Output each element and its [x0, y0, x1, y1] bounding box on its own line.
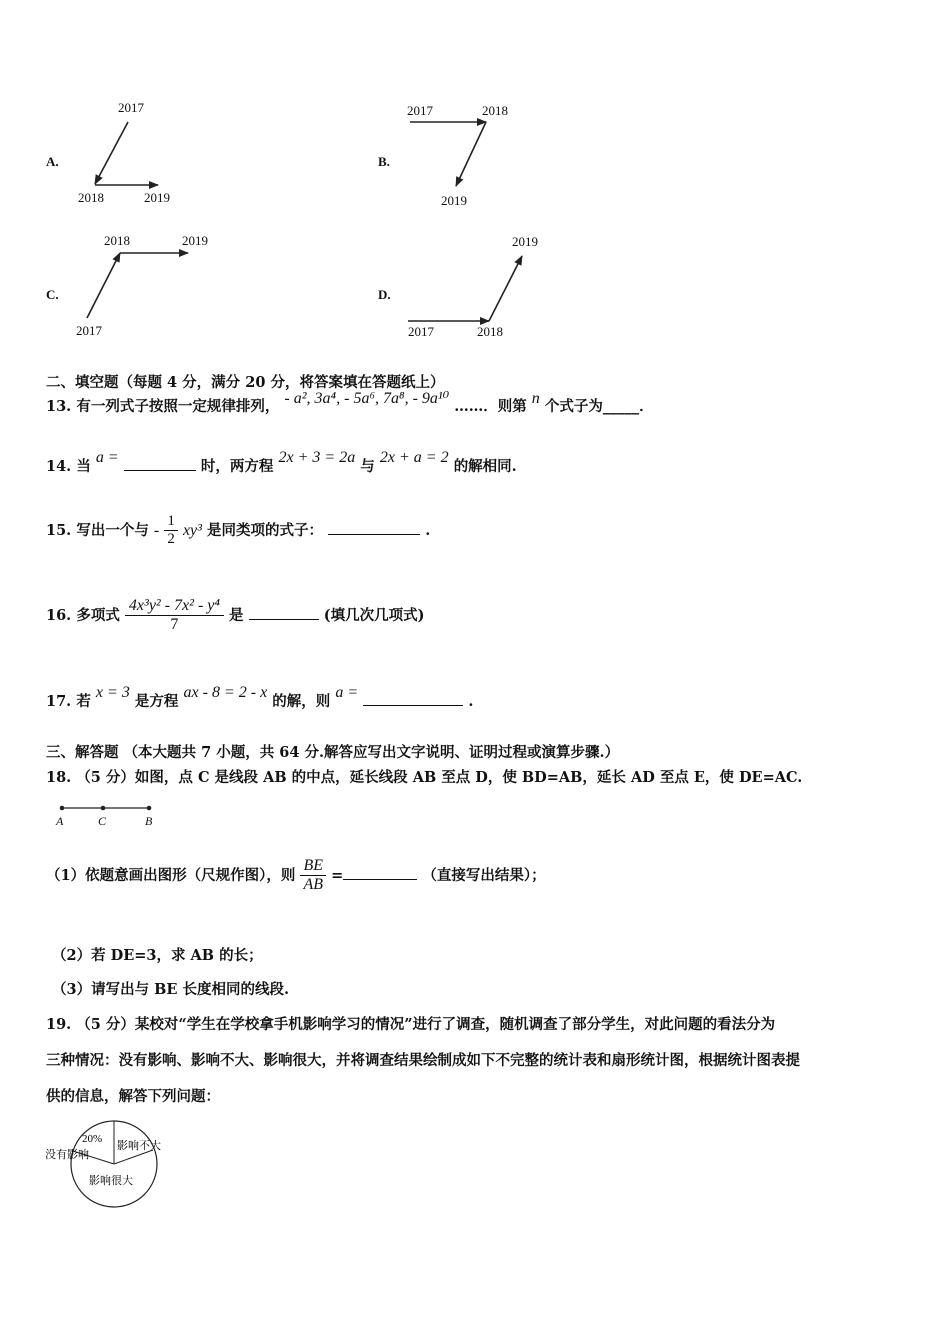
q17-end: .: [468, 693, 474, 710]
q15-fraction: [164, 513, 178, 548]
q17-cond: x = 3: [95, 684, 130, 701]
question-17: [46, 684, 474, 711]
option-b-label: B.: [378, 154, 390, 169]
q15-number: 15.: [46, 522, 72, 539]
q14-a-eq: a =: [95, 449, 119, 466]
q19-line-3: 供的信息，解答下列问题：: [46, 1088, 220, 1105]
q17-number: 17.: [46, 693, 72, 710]
q16-frac-den: 7: [170, 616, 179, 633]
q14-tail: 的解相同.: [453, 458, 517, 475]
q18-p1-num: BE: [300, 857, 326, 876]
q15-term: xy³: [182, 522, 202, 539]
q15-answer-blank[interactable]: [328, 520, 420, 535]
option-a-year-2019: 2019: [144, 190, 170, 205]
arrow-2018-2019: [489, 256, 522, 321]
q13-text: 有一列式子按照一定规律排列，: [76, 398, 280, 415]
q18-p1-eq: =: [331, 867, 344, 884]
pie-divider-right: [114, 1150, 153, 1164]
q16-frac-num: 4x³y² - 7x² - y⁴: [125, 597, 224, 616]
q14-answer-blank[interactable]: [124, 456, 196, 471]
option-b-diagram: [410, 122, 486, 186]
option-a-year-2018: 2018: [78, 190, 104, 205]
q19-line-2: 三种情况：没有影响、影响不大、影响很大，并将调查结果绘制成如下不完整的统计表和扇形统计图，根据统计图表提: [46, 1052, 800, 1069]
option-a-diagram: [95, 122, 158, 185]
q14-pre: 当: [76, 458, 91, 475]
q18-p1-fraction: [300, 857, 326, 894]
option-d-diagram: [408, 256, 522, 321]
q13-dots: ……．则第: [454, 398, 527, 415]
arrow-2017-2018: [87, 253, 120, 318]
q17-pre: 若: [76, 693, 91, 710]
pie-label-small-effect: 影响不大: [117, 1140, 161, 1152]
option-b-year-2018: 2018: [482, 103, 508, 118]
pie-label-large-effect: 影响很大: [89, 1175, 133, 1187]
option-diagrams: [0, 0, 950, 350]
q16-tail: 是: [229, 607, 244, 624]
q13-n: n: [531, 390, 540, 407]
q14-eq1: 2x + 3 = 2a: [278, 449, 356, 466]
option-d-year-2019: 2019: [512, 234, 538, 249]
point-a-label: A: [56, 814, 64, 828]
point-b-label: B: [145, 814, 153, 828]
q18-part-2: （2）若 DE=3，求 AB 的长；: [52, 947, 263, 964]
q15-sign: -: [153, 522, 160, 539]
q15-end: .: [425, 522, 431, 539]
arrow-2018-2019: [456, 122, 486, 186]
q18-p1-pre: （1）依题意画出图形（尺规作图），则: [46, 867, 296, 884]
q17-mid: 是方程: [134, 693, 179, 710]
q16-note: (填几次几项式): [323, 607, 425, 624]
q16-answer-blank[interactable]: [249, 605, 319, 620]
option-c-year-2017: 2017: [76, 323, 102, 338]
option-a-label: A.: [46, 154, 59, 169]
question-13: [46, 390, 654, 425]
q18-text: 18. （5 分）如图，点 C 是线段 AB 的中点，延长线段 AB 至点 D，使 BD=AB，延长 AD 至点 E，使 DE=AC.: [46, 769, 803, 786]
q16-number: 16.: [46, 607, 72, 624]
q17-eq: ax - 8 = 2 - x: [183, 684, 268, 701]
option-b-year-2019: 2019: [441, 193, 467, 208]
option-c-diagram: [87, 253, 188, 318]
question-14: [46, 449, 517, 476]
option-a-year-2017: 2017: [118, 100, 144, 115]
q18-part-3: （3）请写出与 BE 长度相同的线段.: [52, 981, 290, 998]
q15-pre: 写出一个与: [76, 522, 149, 539]
point-a: [60, 806, 65, 811]
q15-frac-num: 1: [164, 513, 178, 531]
pie-annotation-20pct: 20%: [82, 1133, 103, 1145]
question-16: [46, 597, 424, 634]
q13-sequence: - a², 3a⁴, - 5a⁶, 7a⁸, - 9a¹⁰: [284, 390, 450, 407]
q17-a-eq: a =: [335, 684, 359, 701]
q18-segment-diagram: [52, 800, 172, 830]
point-b: [147, 806, 152, 811]
q14-with: 与: [360, 458, 375, 475]
q17-mid2: 的解，则: [272, 693, 331, 710]
option-c-label: C.: [46, 287, 59, 302]
option-d-year-2017: 2017: [408, 324, 434, 339]
q18-part-1: [46, 857, 546, 894]
q14-number: 14.: [46, 458, 72, 475]
q19-line-1: 19. （5 分）某校对“学生在学校拿手机影响学习的情况”进行了调查，随机调查了部分学生，对此问题的看法分为: [46, 1016, 776, 1033]
section-2-heading: 二、填空题（每题 4 分，满分 20 分，将答案填在答题纸上）: [46, 374, 445, 391]
section-3-heading: 三、解答题 （本大题共 7 小题，共 64 分.解答应写出文字说明、证明过程或演算步骤.）: [46, 744, 620, 761]
q13-tail: 个式子为_____．: [544, 398, 654, 415]
q14-mid: 时，两方程: [200, 458, 274, 475]
option-d-year-2018: 2018: [477, 324, 503, 339]
point-c-label: C: [98, 814, 107, 828]
arrow-2017-2018: [95, 122, 128, 184]
pie-label-no-effect: 没有影响: [45, 1149, 89, 1161]
option-c-year-2018: 2018: [104, 233, 130, 248]
question-15: [46, 513, 430, 548]
q15-tail: 是同类项的式子：: [207, 522, 324, 539]
q18-p1-den: AB: [303, 876, 323, 893]
q17-answer-blank[interactable]: [363, 691, 463, 706]
q18-p1-tail: （直接写出结果）；: [422, 867, 546, 884]
q15-frac-den: 2: [167, 531, 175, 547]
q16-pre: 多项式: [76, 607, 120, 624]
q14-eq2: 2x + a = 2: [379, 449, 449, 466]
point-c: [101, 806, 106, 811]
option-c-year-2019: 2019: [182, 233, 208, 248]
q13-number: 13.: [46, 398, 72, 415]
q18-p1-answer-blank[interactable]: [343, 865, 417, 880]
option-b-year-2017: 2017: [407, 103, 433, 118]
q16-fraction: [125, 597, 224, 634]
option-d-label: D.: [378, 287, 391, 302]
q19-pie-chart: [40, 1112, 175, 1217]
